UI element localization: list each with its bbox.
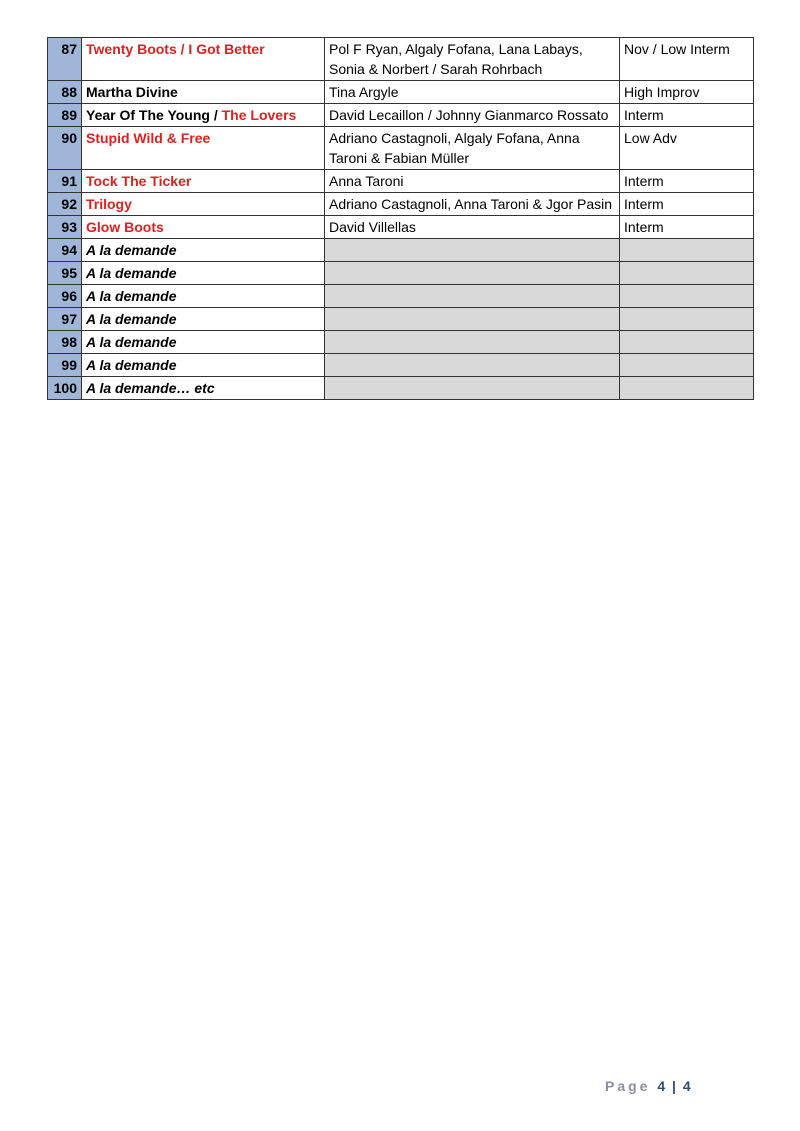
- dance-title: [82, 216, 325, 239]
- dance-level: Interm: [620, 104, 754, 127]
- row-number: 98: [48, 331, 82, 354]
- dance-level: High Improv: [620, 81, 754, 104]
- row-number: 95: [48, 262, 82, 285]
- row-number: 90: [48, 127, 82, 170]
- table-row: [48, 38, 754, 81]
- table-row: [48, 285, 754, 308]
- row-number: 96: [48, 285, 82, 308]
- row-number: 87: [48, 38, 82, 81]
- row-number: 93: [48, 216, 82, 239]
- dance-title: [82, 104, 325, 127]
- dance-level: [620, 331, 754, 354]
- choreographers: David Lecaillon / Johnny Gianmarco Rossato: [325, 104, 620, 127]
- choreographers: Pol F Ryan, Algaly Fofana, Lana Labays, Sonia & Norbert / Sarah Rohrbach: [325, 38, 620, 81]
- dance-title: [82, 285, 325, 308]
- page-current: 4: [657, 1078, 666, 1094]
- page-separator: |: [672, 1078, 676, 1094]
- dance-level: Interm: [620, 170, 754, 193]
- choreographers: [325, 308, 620, 331]
- choreographers: [325, 285, 620, 308]
- choreographers: Tina Argyle: [325, 81, 620, 104]
- dance-title: [82, 239, 325, 262]
- table-row: [48, 193, 754, 216]
- table-row: [48, 308, 754, 331]
- dance-title-part: Twenty Boots / I Got Better: [86, 41, 265, 57]
- table-row: [48, 331, 754, 354]
- choreographers: Adriano Castagnoli, Anna Taroni & Jgor Pasin: [325, 193, 620, 216]
- row-number: 88: [48, 81, 82, 104]
- dance-level: [620, 354, 754, 377]
- table-row: [48, 377, 754, 400]
- dance-title: [82, 38, 325, 81]
- dance-title-part: Year Of The Young /: [86, 107, 222, 123]
- table-row: [48, 127, 754, 170]
- dance-level: [620, 262, 754, 285]
- dance-title-part: A la demande: [86, 242, 177, 258]
- table-row: [48, 104, 754, 127]
- dance-level: Nov / Low Interm: [620, 38, 754, 81]
- dance-title-part: A la demande… etc: [86, 380, 215, 396]
- dance-list-table: [47, 37, 754, 400]
- table-row: [48, 216, 754, 239]
- row-number: 91: [48, 170, 82, 193]
- dance-title: [82, 331, 325, 354]
- choreographers: Anna Taroni: [325, 170, 620, 193]
- dance-title-part: Martha Divine: [86, 84, 178, 100]
- row-number: 89: [48, 104, 82, 127]
- dance-title: [82, 308, 325, 331]
- table-row: [48, 354, 754, 377]
- dance-title-part: Stupid Wild & Free: [86, 130, 211, 146]
- choreographers: Adriano Castagnoli, Algaly Fofana, Anna Taroni & Fabian Müller: [325, 127, 620, 170]
- page-label: Page: [605, 1078, 651, 1094]
- dance-title-part: A la demande: [86, 265, 177, 281]
- dance-level: [620, 285, 754, 308]
- dance-title-part: A la demande: [86, 311, 177, 327]
- choreographers: [325, 377, 620, 400]
- dance-title-part: The Lovers: [221, 107, 297, 123]
- table-row: [48, 239, 754, 262]
- dance-title-part: A la demande: [86, 334, 177, 350]
- dance-level: [620, 239, 754, 262]
- dance-title: [82, 262, 325, 285]
- dance-title: [82, 127, 325, 170]
- row-number: 92: [48, 193, 82, 216]
- page-footer: [605, 1078, 691, 1094]
- dance-title: [82, 81, 325, 104]
- dance-title-part: A la demande: [86, 288, 177, 304]
- choreographers: David Villellas: [325, 216, 620, 239]
- dance-title: [82, 170, 325, 193]
- dance-title-part: Tock The Ticker: [86, 173, 192, 189]
- dance-title: [82, 354, 325, 377]
- page-total: 4: [682, 1078, 691, 1094]
- dance-level: [620, 308, 754, 331]
- dance-title-part: Trilogy: [86, 196, 132, 212]
- dance-title-part: A la demande: [86, 357, 177, 373]
- row-number: 94: [48, 239, 82, 262]
- table-row: [48, 262, 754, 285]
- dance-level: Low Adv: [620, 127, 754, 170]
- choreographers: [325, 354, 620, 377]
- row-number: 99: [48, 354, 82, 377]
- row-number: 97: [48, 308, 82, 331]
- row-number: 100: [48, 377, 82, 400]
- table-row: [48, 81, 754, 104]
- dance-level: [620, 377, 754, 400]
- dance-level: Interm: [620, 216, 754, 239]
- dance-level: Interm: [620, 193, 754, 216]
- choreographers: [325, 331, 620, 354]
- dance-title: [82, 193, 325, 216]
- dance-title-part: Glow Boots: [86, 219, 164, 235]
- dance-title: [82, 377, 325, 400]
- choreographers: [325, 239, 620, 262]
- choreographers: [325, 262, 620, 285]
- dance-list-body: [48, 38, 754, 400]
- table-row: [48, 170, 754, 193]
